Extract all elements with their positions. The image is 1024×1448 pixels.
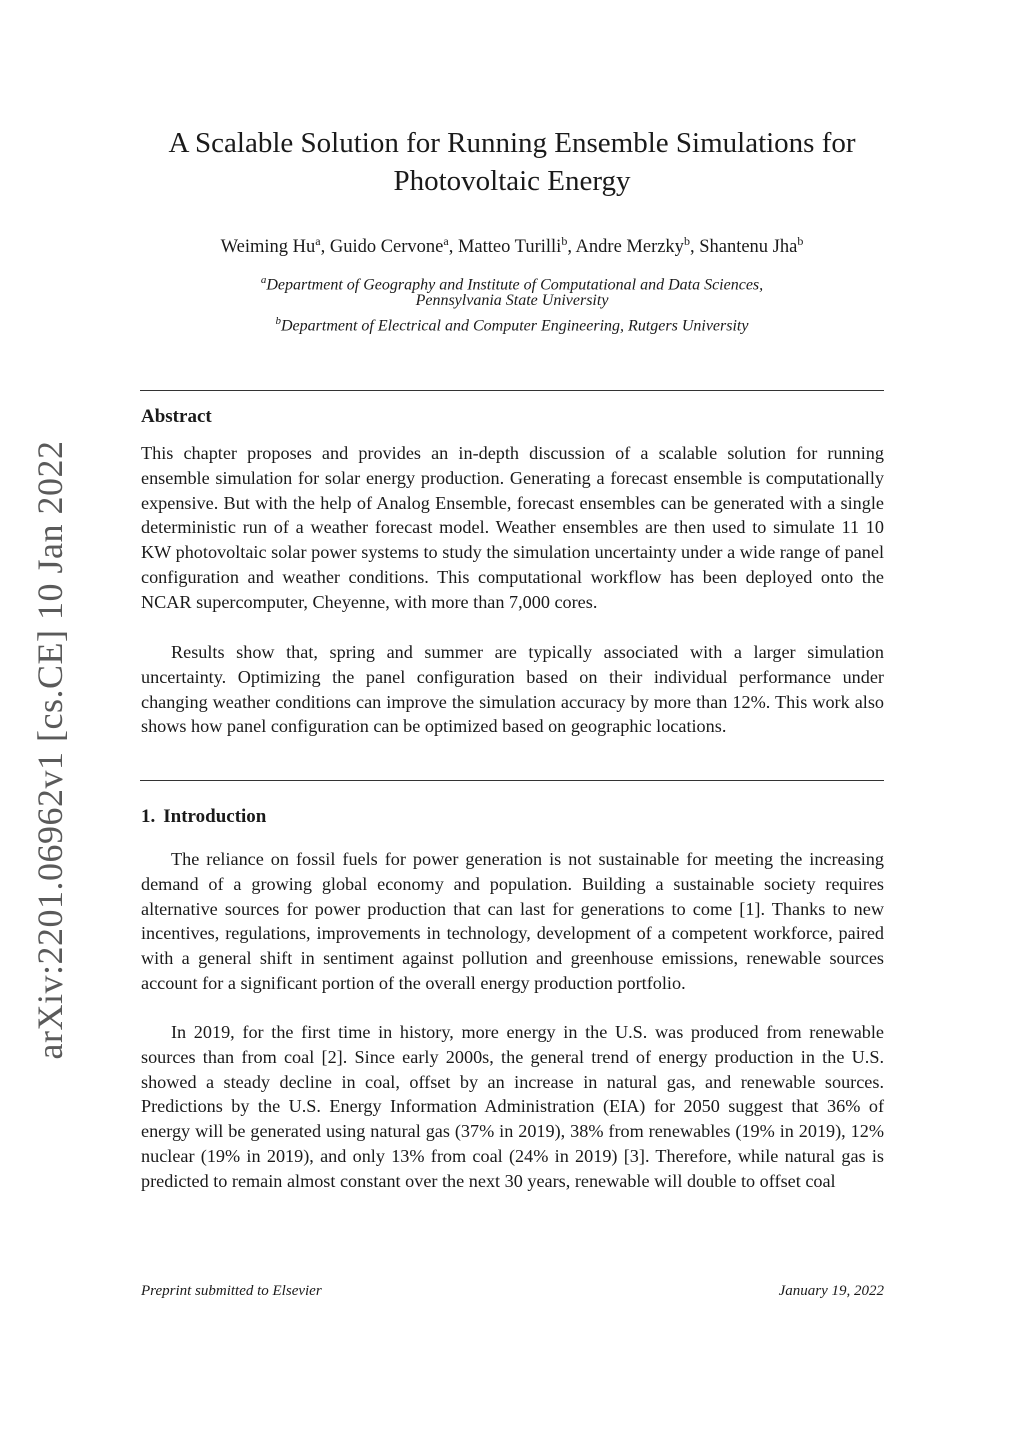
introduction-paragraph-1: The reliance on fossil fuels for power generation is not sustainable for meeting the increasing demand of a growing global economy and population. Building a sustainable society requires alternative sources for power production that can last for generations to come [1]. Thanks to new incentives, regulations, improvements in technology, development of a competent workforce, paired with a general shift in sentiment against pollution and greenhouse emissions, renewable sources account for a significant portion of the overall energy production portfolio. (141, 849, 884, 993)
author-2: Guido Cervone$^a$, (329, 234, 458, 258)
abstract-paragraph-2: Results show that, spring and summer are typically associated with a larger simulation uncertainty. Optimizing the panel configuration based on their individual performance under changing weather conditions can improve the simulation accuracy by more than 12%. This work also shows how panel configuration can be optimized based on geographic locations. (141, 642, 884, 737)
arxiv-stamp[interactable]: arXiv:2201.06962v1 [cs.CE] 10 Jan 2022 (30, 440, 70, 1060)
abstract-heading: Abstract (141, 406, 212, 427)
abstract-top-rule (140, 390, 884, 391)
affiliation-a: $^a$Department of Geography and Institute of Computational and Data Sciences, (260, 274, 764, 294)
author-4: Andre Merzky$^b$, (575, 234, 700, 258)
section-title: Introduction (163, 806, 267, 827)
abstract-paragraph-1: This chapter proposes and provides an in-depth discussion of a scalable solution for running ensemble simulation for solar energy production. Generating a forecast ensemble is computationally expensive. But with the help of Analog Ensemble, forecast ensembles can be generated with a single deterministic run of a weather forecast model. Weather ensembles are then used to simulate 11 10 KW photovoltaic solar power systems to study the simulation uncertainty under a wide range of panel configuration and weather conditions. This computational workflow has been deployed onto the NCAR supercomputer, Cheyenne, with more than 7,000 cores. (141, 443, 884, 612)
title-line-1: A Scalable Solution for Running Ensemble Simulations for (168, 127, 856, 159)
author-1: Weiming Hu$^a$, (220, 234, 330, 258)
affiliation-b: $^b$Department of Electrical and Computer Engineering, Rutgers University (275, 315, 749, 335)
introduction-paragraph-2: In 2019, for the first time in history, more energy in the U.S. was produced from renewable sources than from coal [2]. Since early 2000s, the general trend of energy production in the U.S. showed a steady decline in coal, offset by an increase in natural gas, and renewable sources. Predictions by the U.S. Energy Information Administration (EIA) for 2050 suggest that 36% of energy will be generated using natural gas (37% in 2019), 38% from renewables (19% in 2019), 12% nuclear (19% in 2019), and only 13% from coal (24% in 2019) [3]. Therefore, while natural gas is predicted to remain almost constant over the next 30 years, renewable will double to offset coal (141, 1022, 884, 1191)
affiliation-a-continued: Pennsylvania State University (415, 292, 609, 309)
abstract-bottom-rule (140, 780, 884, 781)
author-5: Shantenu Jha$^b$ (699, 234, 804, 258)
section-heading-introduction (141, 806, 266, 828)
section-number: 1. (141, 806, 156, 827)
author-list (140, 228, 884, 260)
footer-date: January 19, 2022 (778, 1283, 884, 1299)
paper-title (140, 124, 884, 200)
author-3: Matteo Turilli$^b$, (457, 234, 576, 258)
title-line-2: Photovoltaic Energy (393, 165, 631, 197)
footer-preprint-note: Preprint submitted to Elsevier (141, 1283, 322, 1299)
